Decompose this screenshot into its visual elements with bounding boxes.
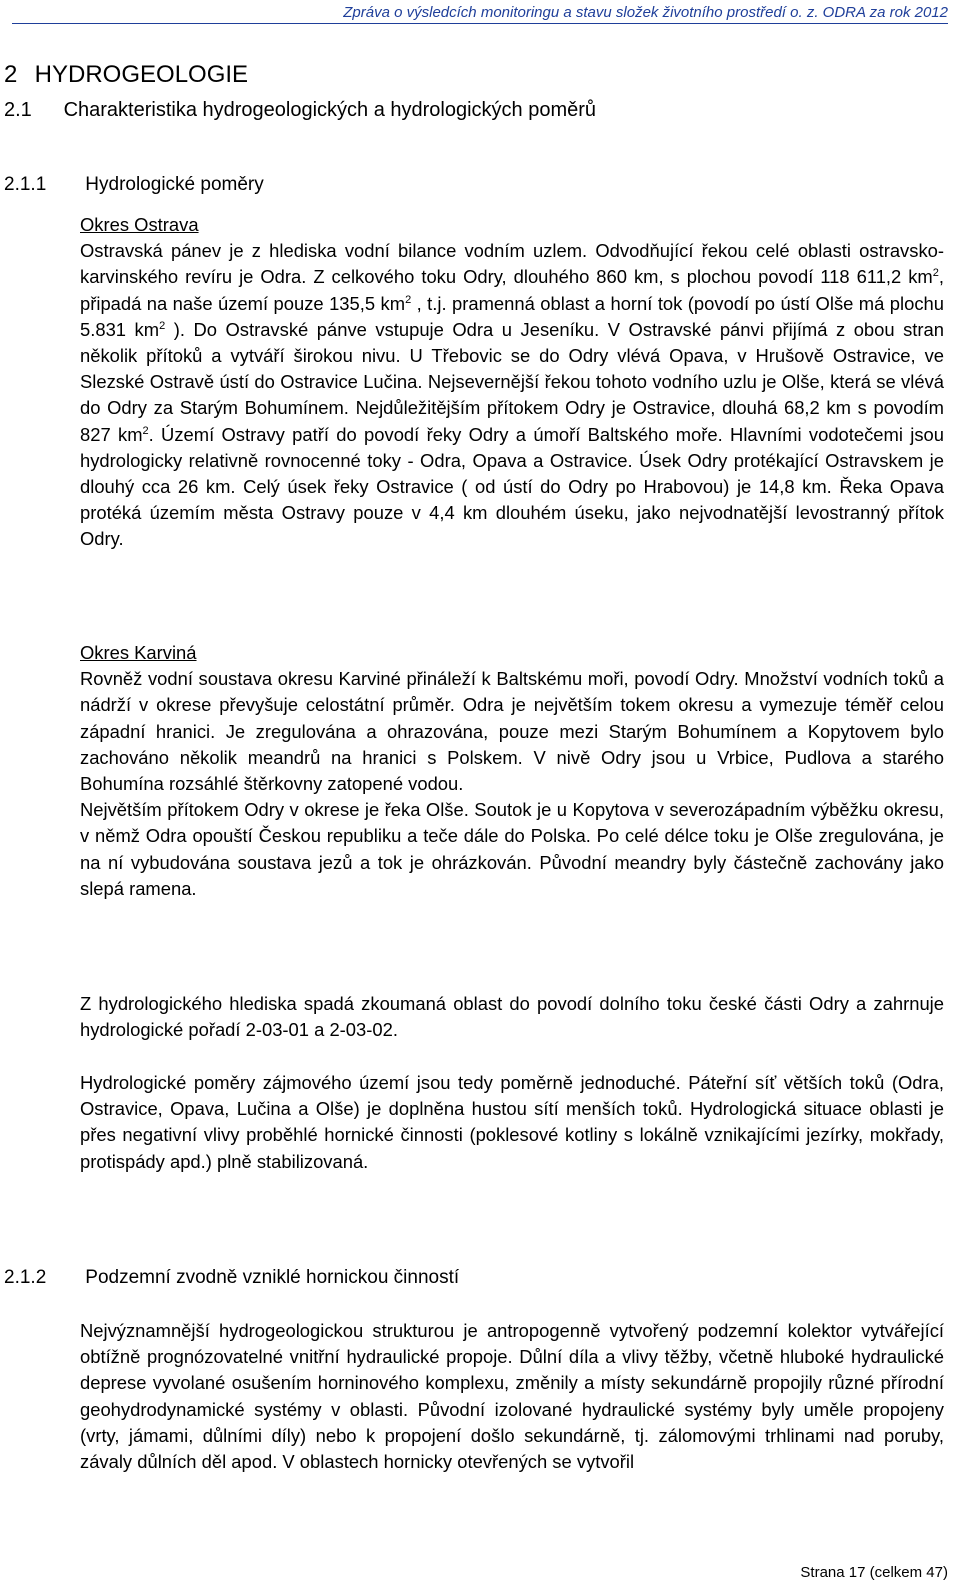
- chapter-title: HYDROGEOLOGIE: [34, 61, 249, 88]
- karvina-paragraph-2: Největším přítokem Odry v okrese je řeka Olše. Soutok je u Kopytova v severozápadním výběžku okresu, v němž Odra opouští Českou republiku a teče dále do Polska. Po celé délce toku je Olše zregulována, je na ní vybudována soustava jezů a tok je ohrázkován. Původní meandry byly částečně zachovány jako slepá ramena.: [80, 799, 944, 899]
- header-rule: [12, 23, 948, 24]
- subsection-number-1: 2.1.1: [4, 174, 47, 195]
- ostrava-text-c: , t.j. pramenná oblast a horní tok (povodí po ústí Olše má plochu 5.831 km: [80, 292, 944, 340]
- superscript: 2: [159, 319, 166, 332]
- subsection-title-2: Podzemní zvodně vzniklé hornickou činností: [85, 1267, 460, 1288]
- page-footer: Strana 17 (celkem 47): [800, 1564, 948, 1581]
- superscript: 2: [142, 424, 149, 437]
- section-title: Charakteristika hydrogeologických a hydrologických poměrů: [63, 99, 597, 121]
- summary-text-2: Hydrologické poměry zájmového území jsou tedy poměrně jednoduché. Páteřní síť větších toků (Odra, Ostravice, Opava, Lučina a Olše) je doplněna hustou sítí menších toků. Hydrologická situace oblasti je přes negativní vlivy proběhlé hornické činnosti (poklesové kotliny s lokálně vznikajícími jezírky, mokřady, protispády apd.) plně stabilizovaná.: [80, 1072, 944, 1172]
- ostrava-heading: Okres Ostrava: [80, 214, 199, 235]
- superscript: 2: [405, 293, 412, 306]
- page-header: Zpráva o výsledcích monitoringu a stavu složek životního prostředí o. z. ODRA za rok 2012: [343, 4, 948, 21]
- subsection-heading-1: [4, 174, 264, 196]
- summary-paragraph-2: [80, 1070, 944, 1175]
- section-heading: [4, 99, 596, 122]
- ostrava-text-b: , připadá na naše území pouze 135,5 km: [80, 266, 944, 314]
- subsection-title-1: Hydrologické poměry: [85, 174, 264, 195]
- chapter-heading: [4, 61, 248, 89]
- ostrava-text-d: ). Do Ostravské pánve vstupuje Odra u Jeseníku. V Ostravské pánvi přijímá z obou stran několik přítoků a vytváří širokou nivu. U Třebovic se do Odry vlévá Opava, v Hrušově Ostravice, ve Slezské Ostravě ústí do Ostravice Lučina. Nejsevernější řekou tohoto vodního uzlu je Olše, která se vlévá do Odry za Starým Bohumínem. Nejdůležitějším přítokem Odry je Ostravice, dlouhá 68,2 km s povodím 827 km: [80, 318, 944, 445]
- chapter-number: 2: [4, 61, 18, 88]
- karvina-section: [80, 640, 944, 902]
- subsection-heading-2: [4, 1267, 459, 1289]
- section-number: 2.1: [4, 99, 32, 121]
- subsection-number-2: 2.1.2: [4, 1267, 47, 1288]
- ostrava-section: [80, 212, 944, 553]
- ostrava-paragraph: [80, 238, 944, 552]
- summary-text-1: Z hydrologického hlediska spadá zkoumaná oblast do povodí dolního toku české části Odry a zahrnuje hydrologické pořadí 2-03-01 a 2-03-02.: [80, 993, 944, 1041]
- ostrava-text-a: Ostravská pánev je z hlediska vodní bilance vodním uzlem. Odvodňující řekou celé oblasti ostravsko- karvinského revíru je Odra. Z celkového toku Odry, dlouhého 860 km, s plochou povodí 118 611,2 km: [80, 240, 944, 288]
- karvina-paragraph-1: Rovněž vodní soustava okresu Karviné přináleží k Baltskému moři, povodí Odry. Množství vodních toků a nádrží v okrese převyšuje celostátní průměr. Odra je největším tokem okresu a vymezuje téměř celou západní hranici. Je zregulována a ohrazována, pouze mezi Starým Bohumínem a Kopytovem bylo zachováno několik meandrů na hranici s Polskem. V nivě Odry jsou u Vrbice, Pudlova a starého Bohumína rozsáhlé štěrkovny zatopené vodou.: [80, 668, 944, 795]
- subsection-2-text: Nejvýznamnější hydrogeologickou strukturou je antropogenně vytvořený podzemní kolektor vytvářející obtížně prognózovatelné vnitřní hydraulické propoje. Důlní díla a vlivy těžby, včetně hluboké hydraulické deprese vyvolané osušením horninového komplexu, změnily a místy sekundárně propojily různé přírodní geohydrodynamické systémy v oblasti. Původní izolované hydraulické systémy byly uměle propojeny (vrty, jámami, důlními díly) nebo k propojení došlo sekundárně, tj. zálomovými trhlinami nad poruby, závaly důlních děl apod. V oblastech hornicky otevřených se vytvořil: [80, 1320, 944, 1473]
- superscript: 2: [932, 267, 939, 280]
- karvina-heading: Okres Karviná: [80, 642, 197, 663]
- ostrava-text-e: . Území Ostravy patří do povodí řeky Odry a úmoří Baltského moře. Hlavními vodotečemi jsou hydrologicky relativně rovnocenné toky - Odra, Opava a Ostravice. Úsek Odry protékající Ostravskem je dlouhý cca 26 km. Celý úsek řeky Ostravice ( od ústí do Odry po Hrabovou) je 14,8 km. Řeka Opava protéká územím města Ostravy pouze v 4,4 km dlouhém úseku, jako nejvodnatější levostranný přítok Odry.: [80, 423, 944, 550]
- summary-paragraph-1: [80, 991, 944, 1043]
- subsection-2-paragraph: [80, 1318, 944, 1475]
